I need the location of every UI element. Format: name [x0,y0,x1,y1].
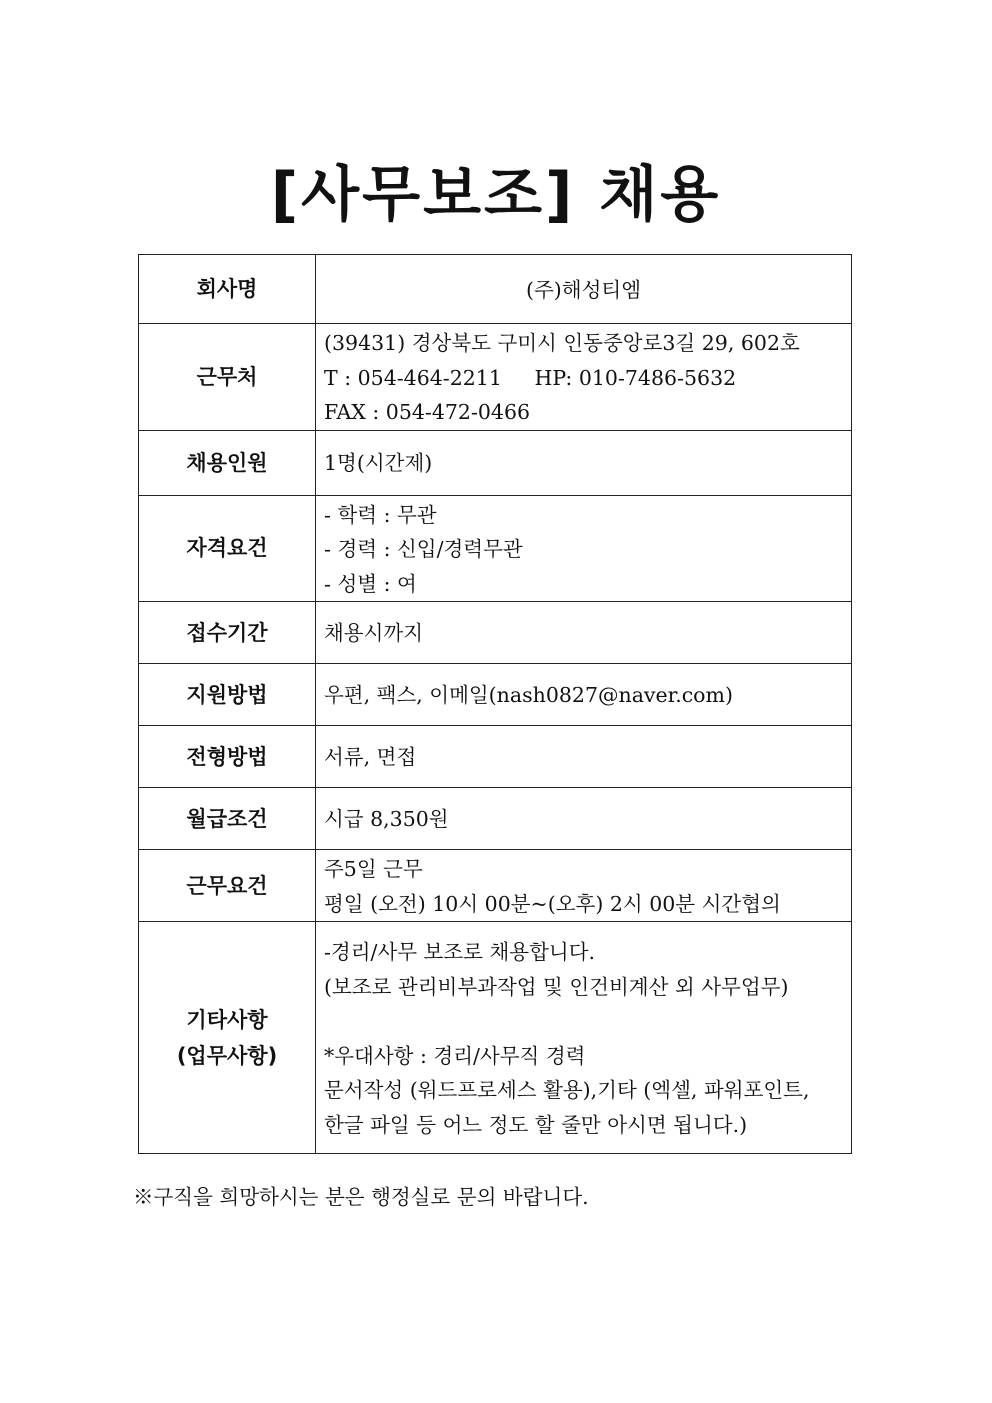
work-conditions-value [316,850,852,922]
other-label-line2: (업무사항) [176,1043,278,1068]
other-label [139,922,316,1154]
salary-value [316,788,852,850]
workplace-phone: T : 054-464-2211 HP: 010-7486-5632 [324,365,737,390]
application-method-label: 지원방법 [139,664,316,726]
work-conditions-label: 근무요건 [139,850,316,922]
application-method-value [316,664,852,726]
selection-method-text: 서류, 면접 [324,745,417,770]
salary-label: 월급조건 [139,788,316,850]
headcount-value [316,430,852,495]
company-name: (주)해성티엠 [525,277,641,302]
table-row-work-conditions [139,850,852,922]
headcount-text: 1명(시간제) [324,451,433,476]
other-line-duties: (보조로 관리비부과작업 및 인건비계산 외 사무업무) [324,974,789,999]
salary-text: 시급 8,350원 [324,807,449,832]
application-period-value [316,602,852,664]
other-value [316,922,852,1154]
other-line-preference: *우대사항 : 경리/사무직 경력 [324,1043,586,1068]
work-days: 주5일 근무 [324,857,423,881]
selection-method-value [316,726,852,788]
qualification-gender: - 성별 : 여 [324,571,417,596]
table-row-other [139,922,852,1154]
qualifications-label: 자격요건 [139,495,316,602]
footer-note: ※구직을 희망하시는 분은 행정실로 문의 바랍니다. [133,1185,589,1209]
work-hours: 평일 (오전) 10시 00분~(오후) 2시 00분 시간협의 [324,891,781,916]
table-row-headcount [139,430,852,495]
qualifications-value [316,495,852,602]
table-row-company [139,255,852,324]
workplace-value [316,324,852,431]
other-line-skills-cont: 한글 파일 등 어느 정도 할 줄만 아시면 됩니다.) [324,1112,748,1137]
table-row-application-period [139,602,852,664]
other-line-blank [324,1004,843,1039]
workplace-label: 근무처 [139,324,316,431]
table-row-selection-method [139,726,852,788]
headcount-label: 채용인원 [139,430,316,495]
other-line-skills: 문서작성 (워드프로세스 활용),기타 (엑셀, 파워포인트, [324,1078,810,1102]
workplace-fax: FAX : 054-472-0466 [324,400,531,424]
qualification-experience: - 경력 : 신입/경력무관 [324,537,523,561]
company-value [316,255,852,324]
other-label-line1: 기타사항 [186,1007,268,1032]
application-period-text: 채용시까지 [324,621,424,646]
selection-method-label: 전형방법 [139,726,316,788]
table-row-salary [139,788,852,850]
table-row-qualifications [139,495,852,602]
other-line-hiring: -경리/사무 보조로 채용합니다. [324,940,596,964]
application-method-text: 우편, 팩스, 이메일(nash0827@naver.com) [324,683,733,708]
application-period-label: 접수기간 [139,602,316,664]
table-row-workplace [139,324,852,431]
document-title: [사무보조] 채용 [270,160,722,230]
company-label: 회사명 [139,255,316,324]
job-posting-table [138,254,852,1154]
table-row-application-method [139,664,852,726]
qualification-education: - 학력 : 무관 [324,502,437,527]
workplace-address: (39431) 경상북도 구미시 인동중앙로3길 29, 602호 [324,331,800,355]
